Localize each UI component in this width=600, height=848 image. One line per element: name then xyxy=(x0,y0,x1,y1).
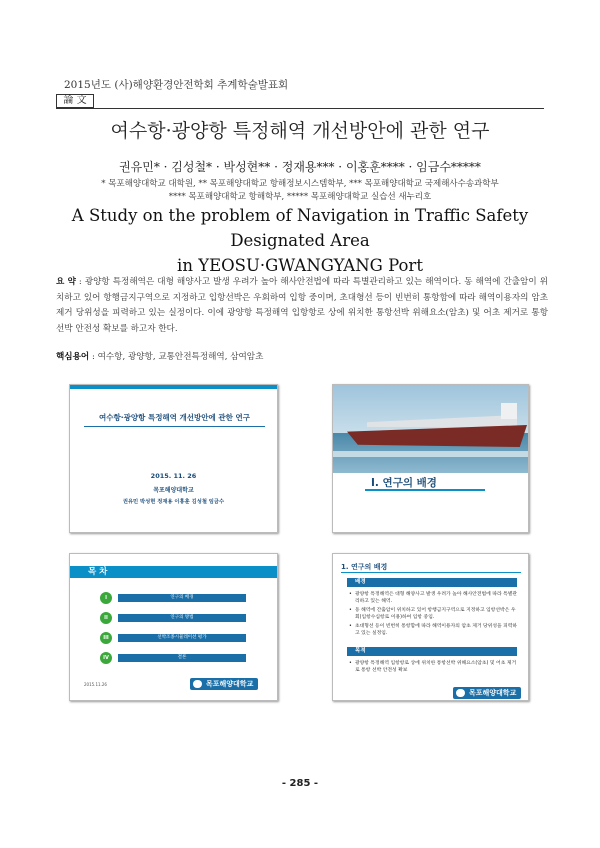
header-rule xyxy=(56,108,544,109)
ship-bridge xyxy=(501,403,517,419)
university-logo xyxy=(453,687,521,699)
goal-bullet: • 광양항 특정해역 입항항로 상에 위치한 통항선박 위해요소(암초) 및 어초 제거로 통항 선박 안전성 확보 xyxy=(355,660,517,674)
slide-cover-university: 목포해양대학교 xyxy=(153,487,194,494)
toc-item xyxy=(100,632,250,644)
slide-background-rule xyxy=(341,572,521,573)
title-english-line-1: A Study on the problem of Navigation in Traffic Safety Designated Area xyxy=(71,206,529,250)
toc-item-number: III xyxy=(100,632,112,644)
title-english-line-2: in YEOSU·GWANGYANG Port xyxy=(177,256,423,275)
slide-background-heading: 1. 연구의 배경 xyxy=(341,563,388,571)
page-number: - 285 - xyxy=(281,778,319,789)
slide-section xyxy=(332,384,529,533)
goal-label: 목적 xyxy=(347,647,517,656)
toc-item xyxy=(100,652,250,664)
slide-cover-rule xyxy=(84,426,265,427)
toc-footer-date: 2015.11.26 xyxy=(84,682,107,687)
background-bullet: • 초대형선 등이 빈번히 통항함에 따라 해역이용자의 암초 제거 당위성을 피력하고 있는 실정임. xyxy=(355,623,517,637)
slide-top-bar xyxy=(70,385,277,389)
slide-cover-date: 2015. 11. 26 xyxy=(150,472,197,480)
toc-item xyxy=(100,612,250,624)
toc-item-number: I xyxy=(100,592,112,604)
slide-cover xyxy=(69,384,278,533)
university-logo xyxy=(190,678,258,690)
logo-mark-icon xyxy=(193,680,202,688)
affiliation-line-2: **** 목포해양대학교 항해학부, ***** 목포해양대학교 실습선 새누리호 xyxy=(168,192,432,202)
title-english xyxy=(40,203,560,278)
keywords-label: 핵심용어 xyxy=(56,352,90,362)
abstract-label: 요 약 xyxy=(56,277,76,287)
author-list: 권유민* · 김성철* · 박성현** · 정재용*** · 이홍훈**** · 임금수***** xyxy=(119,160,481,174)
toc-item xyxy=(100,592,250,604)
logo-text: 목포해양대학교 xyxy=(206,680,254,688)
slide-section-rule xyxy=(365,489,485,491)
background-bullet: • 동 해역에 간출암이 위치하고 있어 항행금지구역으로 지정하고 입항선박은 우회(입항수심항로 이용)하여 입항 중임. xyxy=(355,607,517,621)
slide-section-title: I. 연구의 배경 xyxy=(371,477,437,489)
ship-photo-wake xyxy=(333,451,528,457)
background-bullet: • 광양항 특정해역은 대형 해양사고 발생 우려가 높아 해사안전법에 따라 특별관리하고 있는 해역. xyxy=(355,591,517,605)
toc-item-number: IV xyxy=(100,652,112,664)
affiliation-line-1: * 목포해양대학교 대학원, ** 목포해양대학교 항해정보시스템학부, *** 목포해양대학교 국제해사수송과학부 xyxy=(101,179,499,189)
slide-toc xyxy=(69,553,278,701)
toc-item-label: 연구의 방법 xyxy=(118,614,246,622)
slide-background xyxy=(332,553,529,701)
slide-cover-names: 권유민 박성현 정재용 이홍훈 김성철 임금수 xyxy=(122,499,225,505)
logo-text: 목포해양대학교 xyxy=(469,689,517,697)
slide-cover-title: 여수항·광양항 특정해역 개선방안에 관한 연구 xyxy=(99,413,250,422)
toc-item-label: 결론 xyxy=(118,654,246,662)
keywords xyxy=(56,350,263,362)
logo-mark-icon xyxy=(456,689,465,697)
article-type-badge: 論 文 xyxy=(56,94,94,108)
abstract-text: : 광양항 특정해역은 대형 해양사고 발생 우려가 높아 해사안전법에 따라 특별관리하고 있는 해역이다. 동 해역에 간출암이 위치하고 있어 항행금지구역으로 지정하고 입항선박은 우회하여 입항 중이며, 초대형선 등이 빈번히 통항함에 따라 해역이용자의 암초 제거 당위성을 피력하고 있는 실정이다. 이에 광양항 특정해역 입항항로 상에 위치한 통항선박 위해요소(암초) 및 어초 제거로 통항 선박 안전성 확보를 하고자 한다. xyxy=(56,277,548,334)
toc-item-label: 연구의 배경 xyxy=(118,594,246,602)
toc-item-label: 선박조종시뮬레이션 평가 xyxy=(118,634,246,642)
abstract xyxy=(56,275,548,337)
toc-item-number: II xyxy=(100,612,112,624)
title-korean: 여수항·광양항 특정해역 개선방안에 관한 연구 xyxy=(110,120,490,142)
background-label: 배경 xyxy=(347,578,517,587)
toc-title: 목 차 xyxy=(88,567,108,577)
conference-name: 2015년도 (사)해양환경안전학회 추계학술발표회 xyxy=(64,79,289,91)
keywords-text: : 여수항, 광양항, 교통안전특정해역, 삼여암초 xyxy=(89,352,264,362)
